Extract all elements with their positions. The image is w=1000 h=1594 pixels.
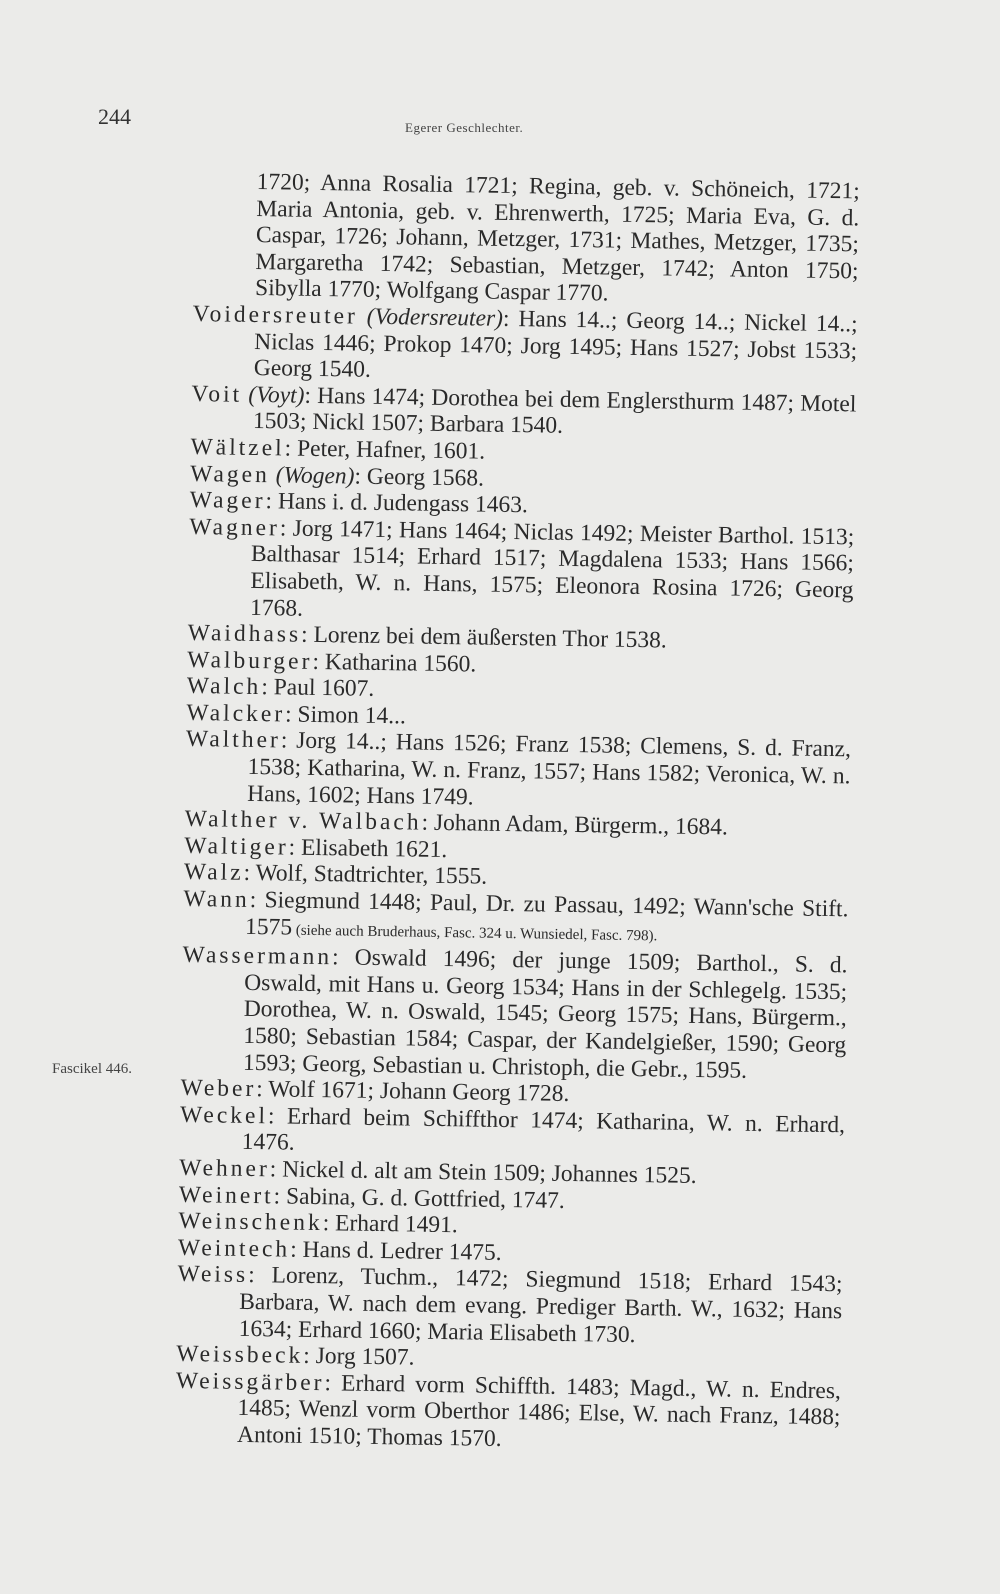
entry-wann: Wann: Siegmund 1448; Paul, Dr. zu Passau, 1492; Wann'sche Stift. 1575 (siehe auch Bruderhaus, Fasc. 324 u. Wunsiedel, Fasc. 798). bbox=[183, 885, 849, 944]
entry-weinschenk: Weinschenk: Erhard 1491. bbox=[178, 1208, 458, 1239]
entry-weber: Weber: Wolf 1671; Johann Georg 1728. bbox=[180, 1075, 570, 1108]
entry-walch: Walch: Paul 1607. bbox=[186, 673, 375, 703]
entry-walz: Walz: Wolf, Stadtrichter, 1555. bbox=[183, 859, 488, 891]
entry-walburger: Walburger: Katharina 1560. bbox=[187, 646, 477, 678]
entry-voidersreuter: Voidersreuter (Vodersreuter): Hans 14..; Georg 14..; Nickel 14..; Niclas 1446; Prokop 1470; Jorg 1495; Hans 1527; Jobst 1533; Georg 1540. bbox=[192, 300, 858, 383]
entry-wehner: Wehner: Nickel d. alt am Stein 1509; Johannes 1525. bbox=[179, 1154, 697, 1189]
entry-list bbox=[175, 168, 860, 1458]
entry-walcker: Walcker: Simon 14... bbox=[186, 699, 407, 730]
entry-wagner: Wagner: Jorg 1471; Hans 1464; Niclas 1492; Meister Barthol. 1513; Balthasar 1514; Erhard 1517; Magdalena 1533; Hans 1566; Elisabeth, W. n. Hans, 1575; Eleonora Rosina 1726; Georg 1768. bbox=[189, 513, 855, 622]
running-head: Egerer Geschlechter. bbox=[405, 120, 524, 135]
entry-weissbeck: Weissbeck: Jorg 1507. bbox=[176, 1340, 415, 1371]
entry-weissgaerber: Weissgärber: Erhard vorm Schiffth. 1483; Magd., W. n. Endres, 1485; Wenzl vorm Oberthor 1486; Else, W. nach Franz, 1488; Antoni 1510; Thomas 1570. bbox=[175, 1367, 842, 1452]
entry-weinert: Weinert: Sabina, G. d. Gottfried, 1747. bbox=[178, 1181, 565, 1214]
entry-wassermann: Wassermann: Oswald 1496; der junge 1509; Barthol., S. d. Oswald, mit Hans u. Georg 1534; Hans in der Schlegelg. 1535; Dorothea, W. n. Oswald, 1545; Georg 1575; Hans, Bürgerm., 1580; Sebastian 1584; Caspar, der Kandelgießer, 1590; Georg 1593; Georg, Sebastian u. Christoph, die Gebr., 1595. bbox=[182, 942, 848, 1084]
entry-walther-v-walbach: Walther v. Walbach: Johann Adam, Bürgerm., 1684. bbox=[184, 806, 729, 841]
margin-note: Fascikel 446. bbox=[52, 1061, 132, 1077]
entry-walther: Walther: Jorg 14..; Hans 1526; Franz 1538; Clemens, S. d. Franz, 1538; Katharina, W. n. Franz, 1557; Hans 1582; Veronica, W. n. Hans, 1602; Hans 1749. bbox=[185, 726, 852, 811]
entry-waeltzel: Wältzel: Peter, Hafner, 1601. bbox=[190, 433, 486, 465]
entry-waidhass: Waidhass: Lorenz bei dem äußersten Thor 1538. bbox=[187, 620, 667, 654]
entry-waltiger: Waltiger: Elisabeth 1621. bbox=[184, 832, 448, 863]
entry-voit: Voit (Voyt): Hans 1474; Dorothea bei dem Englersthurm 1487; Motel 1503; Nickl 1507; Barbara 1540. bbox=[191, 380, 857, 440]
entry-wager: Wager: Hans i. d. Judengass 1463. bbox=[189, 487, 529, 519]
entry-continuation: 1720; Anna Rosalia 1721; Regina, geb. v. Schöneich, 1721; Maria Antonia, geb. v. Ehrenwerth, 1725; Maria Eva, G. d. Caspar, 1726; Johann, Metzger, 1731; Mathes, Metzger, 1735; Margaretha 1742; Sebastian, Metzger, 1742; Anton 1750; Sibylla 1770; Wolfgang Caspar 1770. bbox=[254, 168, 860, 307]
entry-weckel: Weckel: Erhard beim Schiffthor 1474; Katharina, W. n. Erhard, 1476. bbox=[179, 1101, 846, 1157]
entry-weiss: Weiss: Lorenz, Tuchm., 1472; Siegmund 1518; Erhard 1543; Barbara, W. nach dem evang. Prediger Barth. W., 1632; Hans 1634; Erhard 1660; Maria Elisabeth 1730. bbox=[177, 1261, 843, 1348]
entry-wagen: Wagen (Wogen): Georg 1568. bbox=[189, 460, 485, 492]
entry-weintech: Weintech: Hans d. Ledrer 1475. bbox=[177, 1234, 502, 1266]
page-number: 244 bbox=[98, 104, 131, 129]
